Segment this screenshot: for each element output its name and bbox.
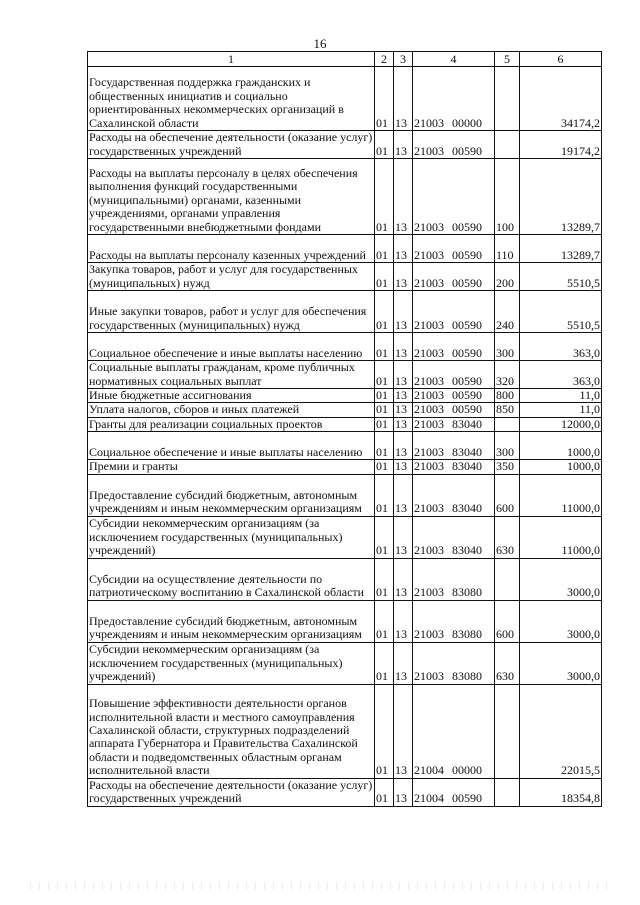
row-amount: 5510,5 [520,291,602,333]
table-row [88,600,602,642]
row-target-code-2: 00590 [452,247,482,262]
row-expense-type: 240 [495,291,520,333]
row-expense-type: 320 [495,361,520,389]
row-name: Уплата налогов, сборов и иных платежей [88,403,375,417]
row-expense-type: 800 [495,389,520,403]
row-section: 01 [375,474,394,516]
row-expense-type: 850 [495,403,520,417]
row-target-code-1: 21003 [414,417,444,431]
row-amount: 22015,5 [520,684,602,778]
row-target-article [413,333,495,361]
row-subsection: 13 [394,389,413,403]
row-amount: 3000,0 [520,600,602,642]
row-amount: 11,0 [520,389,602,403]
row-subsection: 13 [394,333,413,361]
row-target-article [413,460,495,474]
row-amount: 12000,0 [520,417,602,431]
table-row [88,474,602,516]
table-row [88,417,602,431]
table-row [88,131,602,159]
row-name: Повышение эффективности деятельности органов исполнительной власти и местного самоуправления Сахалинской области, структурных подразделений аппарата Губернатора и Правительства Сахалинской области и подведомственных областным органам исполнительной власти [88,684,375,778]
row-name: Социальное обеспечение и иные выплаты населению [88,333,375,361]
row-section: 01 [375,600,394,642]
row-subsection: 13 [394,474,413,516]
row-target-article [413,474,495,516]
scan-noise [30,882,610,890]
row-target-article [413,600,495,642]
row-target-article [413,516,495,558]
row-subsection: 13 [394,600,413,642]
row-target-code-1: 21003 [414,247,444,262]
table-row [88,263,602,291]
row-name: Иные закупки товаров, работ и услуг для обеспечения государственных (муниципальных) нужд [88,291,375,333]
row-amount: 3000,0 [520,642,602,684]
row-subsection: 13 [394,131,413,159]
table-row [88,389,602,403]
row-target-article [413,642,495,684]
row-target-code-1: 21004 [414,763,444,778]
row-target-article [413,403,495,417]
page-number: 16 [313,36,327,51]
row-amount: 11,0 [520,403,602,417]
row-target-code-2: 83040 [452,417,482,431]
row-target-code-1: 21003 [414,585,444,600]
row-target-code-2: 83080 [452,669,482,684]
row-target-article [413,417,495,431]
row-expense-type [495,417,520,431]
row-section: 01 [375,432,394,460]
row-target-code-1: 21003 [414,388,444,402]
row-subsection: 13 [394,291,413,333]
row-amount: 18354,8 [520,778,602,806]
header-cell-2: 2 [375,52,394,67]
row-expense-type: 110 [495,235,520,263]
row-name: Субсидии некоммерческим организациям (за исключением государственных (муниципальных) учреждений) [88,642,375,684]
row-section: 01 [375,460,394,474]
row-amount: 5510,5 [520,263,602,291]
table-row [88,778,602,806]
row-target-code-2: 00590 [452,791,482,806]
row-target-code-2: 00590 [452,275,482,290]
table-header-row [88,52,602,67]
row-target-article [413,235,495,263]
row-target-article [413,67,495,131]
row-target-article [413,361,495,389]
row-name: Иные бюджетные ассигнования [88,389,375,403]
row-section: 01 [375,67,394,131]
row-name: Закупка товаров, работ и услуг для государственных (муниципальных) нужд [88,263,375,291]
row-target-article [413,778,495,806]
row-name: Предоставление субсидий бюджетным, автономным учреждениям и иным некоммерческим организациям [88,600,375,642]
row-subsection: 13 [394,432,413,460]
header-cell-1: 1 [88,52,375,67]
row-subsection: 13 [394,417,413,431]
row-expense-type [495,778,520,806]
header-cell-3: 3 [394,52,413,67]
table-row [88,235,602,263]
row-name: Социальное обеспечение и иные выплаты населению [88,432,375,460]
row-target-code-2: 83080 [452,627,482,642]
table-row [88,460,602,474]
row-target-article [413,263,495,291]
row-section: 01 [375,558,394,600]
row-target-code-1: 21004 [414,791,444,806]
row-target-code-2: 00000 [452,763,482,778]
row-expense-type [495,558,520,600]
row-target-article [413,432,495,460]
row-expense-type: 350 [495,460,520,474]
budget-table [87,51,602,807]
row-section: 01 [375,235,394,263]
table-row [88,684,602,778]
row-expense-type: 100 [495,159,520,235]
row-target-article [413,159,495,235]
row-target-code-2: 00590 [452,373,482,388]
row-expense-type [495,131,520,159]
row-target-code-2: 83040 [452,543,482,558]
row-target-code-2: 00590 [452,317,482,332]
table-row [88,159,602,235]
row-expense-type: 600 [495,600,520,642]
row-subsection: 13 [394,516,413,558]
table-row [88,403,602,417]
row-target-article [413,558,495,600]
row-target-article [413,131,495,159]
row-subsection: 13 [394,235,413,263]
row-target-code-2: 00590 [452,402,482,417]
row-target-code-2: 00590 [452,219,482,234]
row-amount: 363,0 [520,361,602,389]
row-target-code-2: 83040 [452,459,482,474]
table-row [88,642,602,684]
table-row [88,558,602,600]
row-target-code-2: 83040 [452,501,482,516]
row-section: 01 [375,389,394,403]
row-expense-type: 630 [495,642,520,684]
table-row [88,516,602,558]
row-target-code-1: 21003 [414,373,444,388]
row-expense-type [495,684,520,778]
row-subsection: 13 [394,642,413,684]
row-target-code-1: 21003 [414,143,444,158]
row-expense-type [495,67,520,131]
row-subsection: 13 [394,67,413,131]
row-name: Предоставление субсидий бюджетным, автономным учреждениям и иным некоммерческим организациям [88,474,375,516]
header-cell-5: 5 [495,52,520,67]
row-section: 01 [375,263,394,291]
table-row [88,333,602,361]
row-target-code-1: 21003 [414,275,444,290]
row-name: Гранты для реализации социальных проектов [88,417,375,431]
table-row [88,67,602,131]
row-section: 01 [375,291,394,333]
row-name: Расходы на выплаты персоналу казенных учреждений [88,235,375,263]
row-amount: 13289,7 [520,159,602,235]
row-section: 01 [375,417,394,431]
row-target-code-1: 21003 [414,317,444,332]
row-name: Субсидии на осуществление деятельности по патриотическому воспитанию в Сахалинской области [88,558,375,600]
row-target-code-1: 21003 [414,219,444,234]
row-amount: 13289,7 [520,235,602,263]
row-target-code-1: 21003 [414,115,444,130]
row-expense-type: 300 [495,432,520,460]
table-row [88,361,602,389]
row-subsection: 13 [394,159,413,235]
row-expense-type: 200 [495,263,520,291]
row-target-code-1: 21003 [414,669,444,684]
table-row [88,291,602,333]
row-subsection: 13 [394,558,413,600]
row-amount: 11000,0 [520,516,602,558]
row-section: 01 [375,684,394,778]
row-target-code-2: 00000 [452,115,482,130]
row-subsection: 13 [394,403,413,417]
row-target-code-1: 21003 [414,501,444,516]
row-amount: 11000,0 [520,474,602,516]
row-target-code-2: 00590 [452,143,482,158]
row-expense-type: 300 [495,333,520,361]
row-amount: 363,0 [520,333,602,361]
row-amount: 3000,0 [520,558,602,600]
row-section: 01 [375,642,394,684]
row-target-article [413,291,495,333]
row-name: Государственная поддержка гражданских и общественных инициатив и социально ориентированных некоммерческих организаций в Сахалинской области [88,67,375,131]
row-name: Расходы на обеспечение деятельности (оказание услуг) государственных учреждений [88,778,375,806]
row-name: Субсидии некоммерческим организациям (за исключением государственных (муниципальных) учреждений) [88,516,375,558]
row-name: Расходы на обеспечение деятельности (оказание услуг) государственных учреждений [88,131,375,159]
row-target-code-2: 00590 [452,345,482,360]
row-section: 01 [375,159,394,235]
header-cell-6: 6 [520,52,602,67]
row-target-article [413,684,495,778]
row-name: Расходы на выплаты персоналу в целях обеспечения выполнения функций государственными (муниципальными) органами, казенными учреждениями, органами управления государственными внебюджетными фондами [88,159,375,235]
row-amount: 1000,0 [520,432,602,460]
row-name: Премии и гранты [88,460,375,474]
row-subsection: 13 [394,361,413,389]
row-amount: 34174,2 [520,67,602,131]
row-target-article [413,389,495,403]
row-target-code-1: 21003 [414,459,444,474]
row-section: 01 [375,516,394,558]
row-subsection: 13 [394,684,413,778]
row-subsection: 13 [394,460,413,474]
row-subsection: 13 [394,263,413,291]
row-expense-type: 630 [495,516,520,558]
row-subsection: 13 [394,778,413,806]
row-section: 01 [375,403,394,417]
row-target-code-1: 21003 [414,345,444,360]
row-target-code-2: 83040 [452,444,482,459]
row-target-code-1: 21003 [414,444,444,459]
header-cell-4: 4 [413,52,495,67]
row-target-code-1: 21003 [414,402,444,417]
row-section: 01 [375,131,394,159]
row-section: 01 [375,333,394,361]
row-target-code-2: 00590 [452,388,482,402]
row-amount: 19174,2 [520,131,602,159]
row-expense-type: 600 [495,474,520,516]
row-target-code-1: 21003 [414,627,444,642]
table-row [88,432,602,460]
row-target-code-1: 21003 [414,543,444,558]
row-section: 01 [375,778,394,806]
row-amount: 1000,0 [520,460,602,474]
row-name: Социальные выплаты гражданам, кроме публичных нормативных социальных выплат [88,361,375,389]
row-section: 01 [375,361,394,389]
row-target-code-2: 83080 [452,585,482,600]
